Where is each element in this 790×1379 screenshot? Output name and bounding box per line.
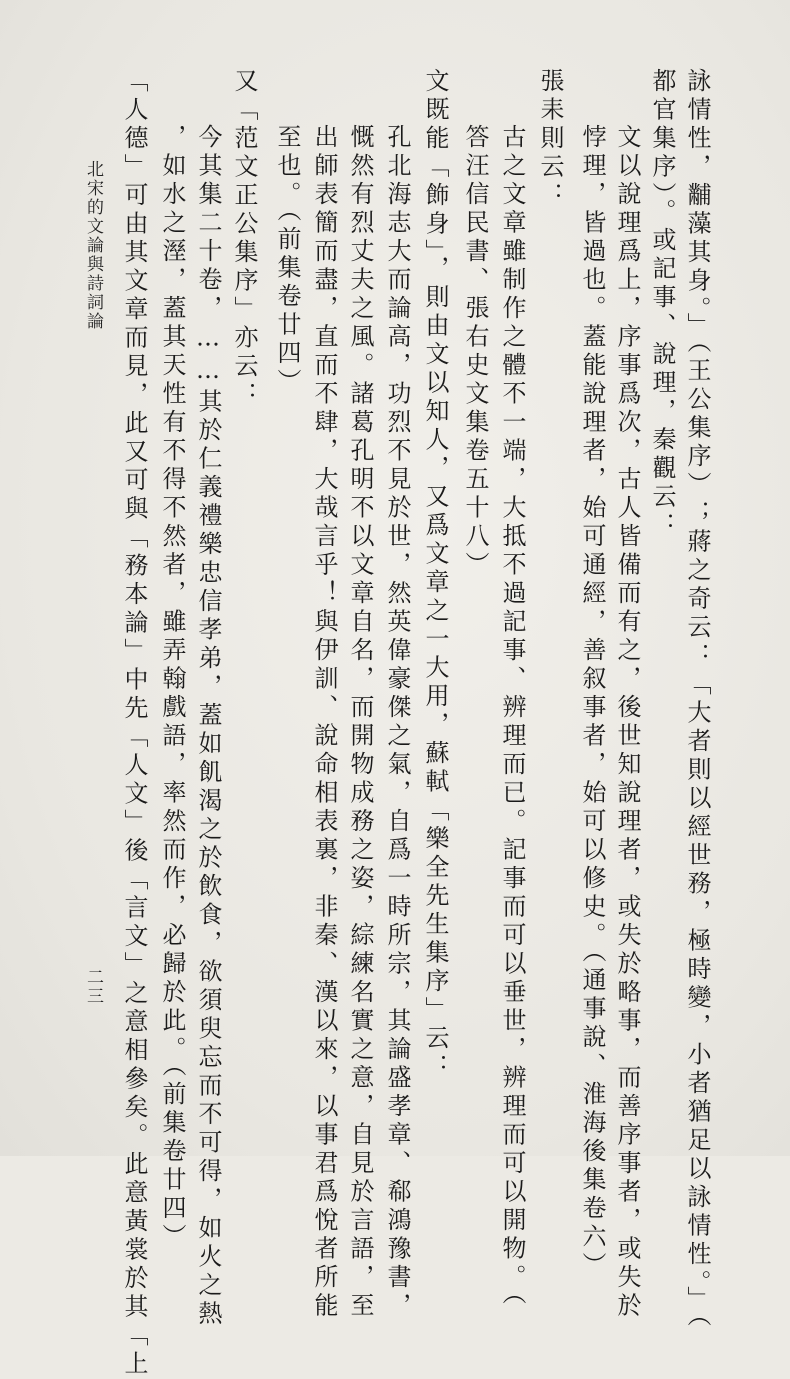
text-column-10: 慨然有烈丈夫之風。諸葛孔明不以文章自名，而開物成務之姿，綜練名實之意，自見於言語，至 (346, 124, 374, 1321)
page-number: 二三 (83, 968, 103, 1006)
text-column-3: 文以說理爲上，序事爲次，古人皆備而有之，後世知說理者，或失於略事，而善序事者，或失於 (613, 124, 641, 1321)
text-column-15: ，如水之溼，蓋其天性有不得不然者，雖弄翰戲語，率然而作，必歸於此。（前集卷廿四） (158, 124, 186, 1252)
running-head: 北宋的文論與詩詞論 (83, 160, 103, 331)
text-column-12: 至也。（前集卷廿四） (273, 124, 301, 397)
text-column-4: 悖理，皆過也。蓋能說理者，始可通經，善叙事者，始可以修史。（通事說、淮海後集卷六） (578, 124, 606, 1281)
text-column-1: 詠情性，黼藻其身。」（王公集序）；蔣之奇云：「大者則以經世務，極時變，小者猶足以詠情性。」（ (683, 68, 711, 1331)
text-column-8: 文既能「飾身」，則由文以知人，又爲文章之一大用，蘇軾「樂全先生集序」云： (421, 68, 449, 1082)
text-column-2: 都官集序）。或記事、說理，秦觀云： (648, 68, 676, 541)
text-column-16: 「人德」可由其文章而見，此又可與「務本論」中先「人文」後「言文」之意相參矣。此意黃裳於其「上 (120, 68, 148, 1379)
text-column-6: 古之文章雖制作之體不一端，大抵不過記事、辨理而已。記事而可以垂世，辨理而可以開物。（ (498, 124, 526, 1309)
text-column-11: 出師表簡而盡，直而不肆，大哉言乎！與伊訓、說命相表裏，非秦、漢以來，以事君爲悅者所能 (310, 124, 338, 1321)
text-column-9: 孔北海志大而論高，功烈不見於世，然英偉豪傑之氣，自爲一時所宗，其論盛孝章、郗鴻豫書， (383, 124, 411, 1321)
text-column-13: 又「范文正公集序」亦云： (230, 68, 258, 410)
text-column-14: 今其集二十卷，……其於仁義禮樂忠信孝弟，蓋如飢渴之於飲食，欲須臾忘而不可得，如火之熱 (194, 124, 222, 1329)
text-column-7: 答汪信民書、張右史文集卷五十八） (461, 124, 489, 580)
text-column-5: 張耒則云： (536, 68, 564, 211)
